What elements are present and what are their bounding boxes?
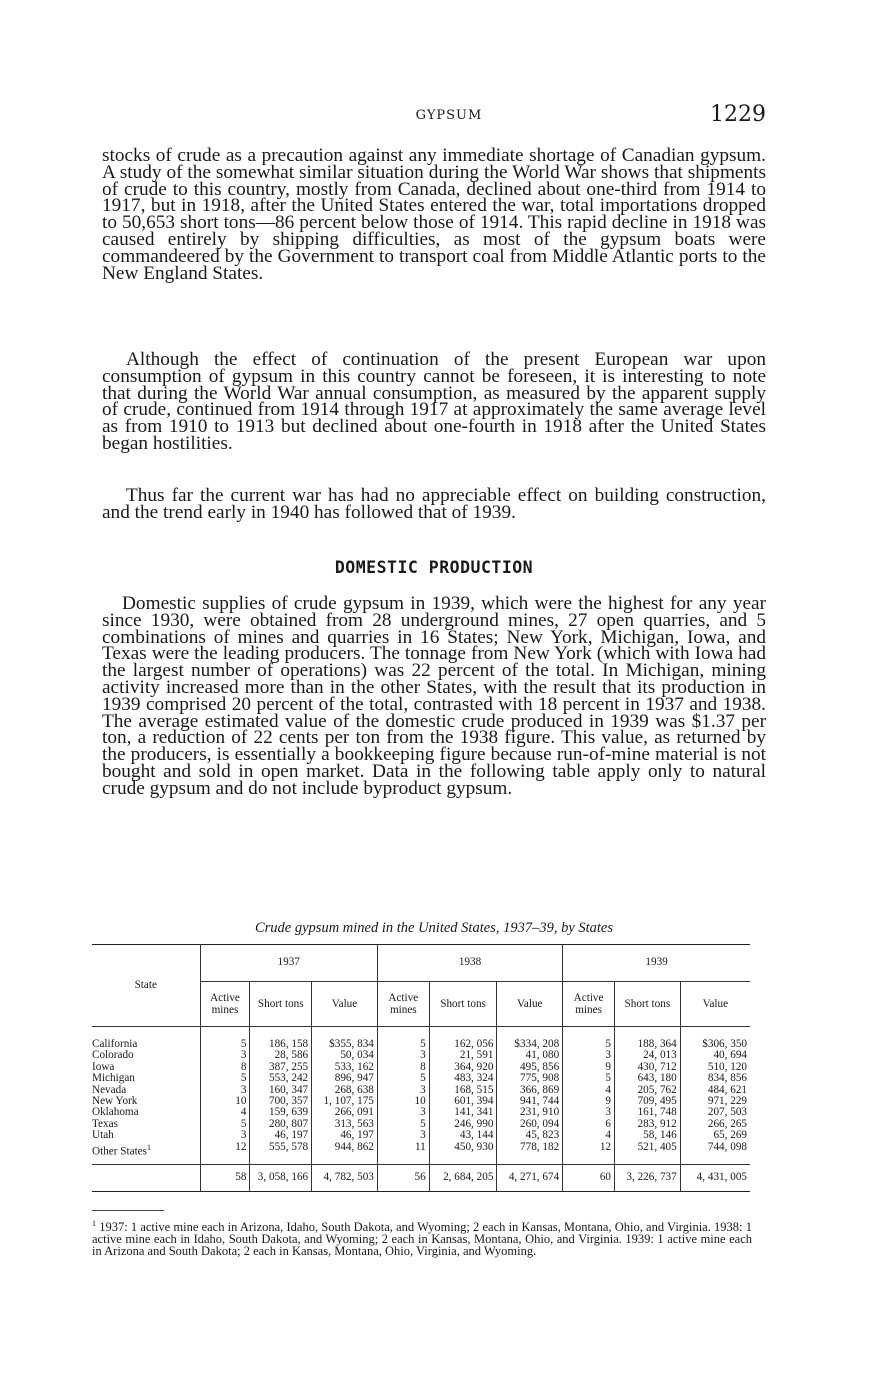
table-value: 1, 107, 175 <box>323 1095 374 1108</box>
table-value: 8 <box>240 1060 247 1073</box>
table-value: 141, 341 <box>454 1106 494 1119</box>
table-value: 58, 146 <box>643 1129 677 1142</box>
table-value: 260, 094 <box>520 1117 560 1130</box>
data-column-cell <box>563 1027 615 1165</box>
subheader-short-tons: Short tons <box>250 982 312 1027</box>
table-value: 5 <box>420 1072 426 1085</box>
table-value: 5 <box>240 1038 247 1050</box>
table-value: 387, 255 <box>268 1060 309 1073</box>
state-name <box>92 1130 199 1141</box>
subheader-value: Value <box>312 982 378 1027</box>
state-column-header: State <box>92 945 200 1027</box>
table-value: 231, 910 <box>520 1106 560 1119</box>
state-label: California <box>92 1038 138 1050</box>
table-value: 11 <box>414 1140 426 1153</box>
table-value: 896, 947 <box>334 1072 374 1085</box>
subheader-short-tons: Short tons <box>429 982 497 1027</box>
total-cell: 4, 431, 005 <box>680 1164 750 1191</box>
table-value: 775, 908 <box>520 1072 560 1085</box>
footnote-mark: 1 <box>92 1219 96 1228</box>
table-value: $306, 350 <box>702 1038 747 1050</box>
table-value: 555, 578 <box>268 1140 309 1153</box>
total-cell: 3, 058, 166 <box>250 1164 312 1191</box>
table-value: 46, 197 <box>274 1129 309 1142</box>
table-value: 5 <box>420 1038 426 1050</box>
table-value: 6 <box>605 1117 612 1130</box>
totals-row <box>92 1164 750 1191</box>
table-value: 313, 563 <box>334 1117 374 1130</box>
state-name <box>92 1142 199 1158</box>
table-value: 21, 591 <box>459 1049 494 1062</box>
table-value: 5 <box>240 1072 247 1085</box>
state-label: Michigan <box>92 1072 135 1085</box>
table-value: 24, 013 <box>643 1049 677 1062</box>
data-column-cell <box>312 1027 378 1165</box>
table-value: 5 <box>605 1038 612 1050</box>
totals-label-cell <box>92 1164 200 1191</box>
subheader-active-mines: Active mines <box>200 982 250 1027</box>
paragraph-3 <box>102 485 766 523</box>
table-value: 160, 347 <box>268 1083 309 1096</box>
table-value: 3 <box>240 1049 247 1062</box>
table-value: 510, 120 <box>707 1060 747 1073</box>
table-value: 207, 503 <box>707 1106 747 1119</box>
table-value: 364, 920 <box>454 1060 494 1073</box>
footnote-rule <box>92 1210 164 1211</box>
state-label: Utah <box>92 1129 114 1142</box>
footnote-reference: 1 <box>147 1142 151 1152</box>
table-totals <box>92 1164 750 1191</box>
table-value: 495, 856 <box>520 1060 560 1073</box>
table-value: $355, 834 <box>329 1038 374 1050</box>
total-cell: 2, 684, 205 <box>429 1164 497 1191</box>
table-value: 521, 405 <box>637 1140 677 1153</box>
state-label: Iowa <box>92 1060 115 1073</box>
table-value: 283, 912 <box>637 1117 677 1130</box>
table-value: 834, 856 <box>707 1072 747 1085</box>
table-data-block <box>92 1027 750 1165</box>
table-value: 65, 269 <box>713 1129 747 1142</box>
table-value: 28, 586 <box>274 1049 309 1062</box>
table-caption: Crude gypsum mined in the United States, 1937–39, by States <box>254 920 614 936</box>
paragraph-text: Thus far the current war has had no appreciable effect on building construction, and the trend early in 1940 has followed that of 1939. <box>102 485 766 523</box>
total-cell: 3, 226, 737 <box>615 1164 681 1191</box>
table-value: 41, 080 <box>525 1049 560 1062</box>
table-value: 3 <box>605 1049 612 1062</box>
table-value: 186, 158 <box>268 1038 309 1050</box>
paragraph-1 <box>102 145 766 284</box>
year-header: 1937 <box>200 945 377 982</box>
table-value: 5 <box>420 1117 426 1130</box>
state-label: Colorado <box>92 1049 134 1062</box>
state-names-cell <box>92 1027 200 1165</box>
table-value: 553, 242 <box>268 1072 309 1085</box>
table-value: 9 <box>605 1060 612 1073</box>
total-cell: 60 <box>563 1164 615 1191</box>
table-value: 45, 823 <box>525 1129 560 1142</box>
table-value: 12 <box>599 1140 612 1153</box>
table-value: 3 <box>420 1049 426 1062</box>
data-column-cell <box>377 1027 429 1165</box>
table-value: 366, 869 <box>520 1083 560 1096</box>
table-value: 162, 056 <box>454 1038 494 1050</box>
state-label: Nevada <box>92 1083 127 1096</box>
table-value: 941, 744 <box>520 1095 560 1108</box>
state-label: Texas <box>92 1117 118 1130</box>
table-value: 3 <box>605 1106 612 1119</box>
table-body <box>92 1027 750 1165</box>
table-value: 43, 144 <box>459 1129 494 1142</box>
data-column-cell <box>615 1027 681 1165</box>
table-value: 10 <box>414 1095 426 1108</box>
table-value: 168, 515 <box>454 1083 494 1096</box>
table-value: 12 <box>235 1140 247 1153</box>
year-header: 1938 <box>377 945 562 982</box>
table-value: 8 <box>420 1060 426 1073</box>
subheader-value: Value <box>497 982 563 1027</box>
table-value: 10 <box>235 1095 247 1108</box>
table-value: 709, 495 <box>637 1095 677 1108</box>
paragraph-2 <box>102 349 766 454</box>
table-value: 205, 762 <box>637 1083 677 1096</box>
data-column-cell <box>250 1027 312 1165</box>
table-value: 601, 394 <box>454 1095 494 1108</box>
table-value: 3 <box>420 1106 426 1119</box>
table-value: 280, 807 <box>268 1117 309 1130</box>
table-value: 4 <box>240 1106 247 1119</box>
table-value: 9 <box>605 1095 612 1108</box>
subheader-active-mines: Active mines <box>563 982 615 1027</box>
page-number: 1229 <box>710 102 766 127</box>
table-value: 3 <box>240 1129 247 1142</box>
table-value: 266, 091 <box>334 1106 374 1119</box>
section-paragraph <box>102 593 766 799</box>
table-value: 46, 197 <box>340 1129 374 1142</box>
table-value: 161, 748 <box>637 1106 677 1119</box>
total-cell: 56 <box>377 1164 429 1191</box>
year-header: 1939 <box>563 945 750 982</box>
footnote <box>92 1218 752 1258</box>
table-value: 778, 182 <box>520 1140 560 1153</box>
data-column-cell <box>680 1027 750 1165</box>
state-label: New York <box>92 1095 138 1108</box>
table-value: $334, 208 <box>514 1038 560 1050</box>
table-value: 430, 712 <box>637 1060 677 1073</box>
table-value: 4 <box>605 1083 612 1096</box>
table-value: 40, 694 <box>713 1049 747 1062</box>
data-column-cell <box>429 1027 497 1165</box>
table-value: 3 <box>420 1129 426 1142</box>
table-value: 3 <box>420 1083 426 1096</box>
table-value: 4 <box>605 1129 612 1142</box>
paragraph-text: stocks of crude as a precaution against any immediate shortage of Canadian gypsum. A study of the somewhat similar situation during the World War shows that shipments of crude to this country, mostly from Canada, declined about one-third from 1914 to 1917, but in 1918, after the United States entered the war, total importations dropped to 50,653 short tons—86 percent below those of 1914. This rapid decline in 1918 was caused entirely by shipping difficulties, as most of the gypsum boats were commandeered by the Government to transport coal from Middle Atlantic ports to the New England States. <box>102 145 766 284</box>
table-value: 266, 265 <box>707 1117 747 1130</box>
table-value: 744, 098 <box>707 1140 747 1153</box>
total-cell: 4, 271, 674 <box>497 1164 563 1191</box>
total-cell: 4, 782, 503 <box>312 1164 378 1191</box>
total-cell: 58 <box>200 1164 250 1191</box>
table-value: 944, 862 <box>334 1140 374 1153</box>
footnote-text: 1937: 1 active mine each in Arizona, Idaho, South Dakota, and Wyoming; 2 each in Kansas, Montana, Ohio, and Virginia. 1938: 1 active mine each in Idaho, South Dakota, and Wyoming; 2 each in Kansas, Montana, Ohio, and Virginia. 1939: 1 active mine each in Arizona and South Dakota; 2 each in Kansas, Montana, Ohio, Virginia, and Wyoming. <box>92 1220 752 1258</box>
table-value: 643, 180 <box>637 1072 677 1085</box>
running-title: GYPSUM <box>415 108 483 123</box>
table-value: 188, 364 <box>637 1038 677 1050</box>
data-column-cell <box>497 1027 563 1165</box>
running-head <box>102 104 766 132</box>
table-value: 450, 930 <box>454 1140 494 1153</box>
table-value: 533, 162 <box>334 1060 374 1073</box>
table-value: 5 <box>240 1117 247 1130</box>
subheader-active-mines: Active mines <box>377 982 429 1027</box>
production-table <box>92 944 750 1192</box>
data-column-cell <box>200 1027 250 1165</box>
table-value: 700, 357 <box>268 1095 309 1108</box>
table-value: 50, 034 <box>340 1049 374 1062</box>
table-value: 246, 990 <box>454 1117 494 1130</box>
section-heading: DOMESTIC PRODUCTION <box>334 558 534 577</box>
subheader-short-tons: Short tons <box>615 982 681 1027</box>
table-value: 3 <box>240 1083 247 1096</box>
table-value: 5 <box>605 1072 612 1085</box>
state-label: Other States <box>92 1145 147 1158</box>
state-label: Oklahoma <box>92 1106 139 1119</box>
table-value: 483, 324 <box>454 1072 494 1085</box>
table-value: 159, 639 <box>268 1106 309 1119</box>
table-header-years <box>92 945 750 982</box>
table-value: 484, 621 <box>707 1083 747 1096</box>
table-value: 268, 638 <box>334 1083 374 1096</box>
paragraph-text: Although the effect of continuation of the present European war upon consumption of gypsum in this country cannot be foreseen, it is interesting to note that during the World War annual consumption, as measured by the apparent supply of crude, continued from 1914 through 1917 at approximately the same average level as from 1910 to 1913 but declined about one-fourth in 1918 after the United States began hostilities. <box>102 349 766 454</box>
table-value: 971, 229 <box>707 1095 747 1108</box>
paragraph-text: Domestic supplies of crude gypsum in 1939, which were the highest for any year since 1930, were obtained from 28 underground mines, 27 open quarries, and 5 combinations of mines and quarries in 16 States; New York, Michigan, Iowa, and Texas were the leading producers. The tonnage from New York (which with Iowa had the largest number of operations) was 22 percent of the total. In Michigan, mining activity increased more than in the other States, with the result that its production in 1939 comprised 20 percent of the total, contrasted with 18 percent in 1937 and 1938. The average estimated value of the domestic crude produced in 1939 was $1.37 per ton, a reduction of 22 cents per ton from the 1938 figure. This value, as returned by the producers, is essentially a bookkeeping figure because run-of-mine material is not bought and sold in open market. Data in the following table apply only to natural crude gypsum and do not include byproduct gypsum. <box>102 593 766 799</box>
subheader-value: Value <box>680 982 750 1027</box>
